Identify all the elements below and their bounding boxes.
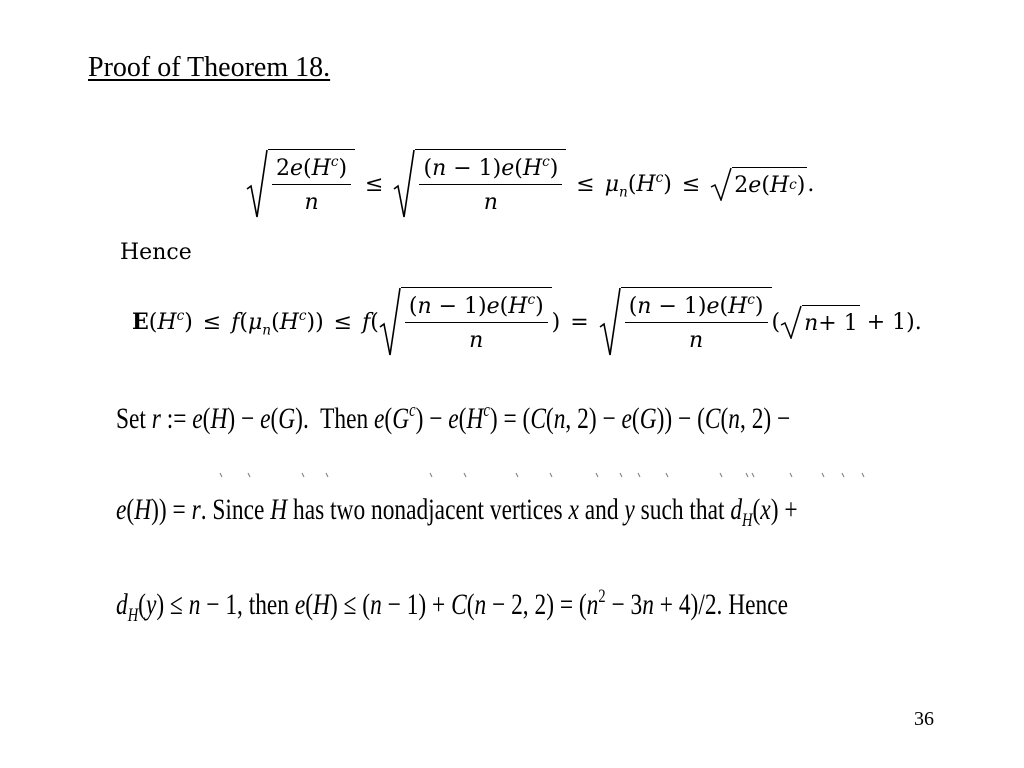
hence-label: Hence [120,240,192,265]
sqrt-result: $\frac{(n - 1)e(H^c)}{n}$ [599,287,772,357]
paragraph-line-3: $d_H(y) \le n - 1$, then e(H) ≤ (n − 1) + C(n − 2, $2) = (n^2 - 3n + 4)/2$. Hence [116,586,788,626]
sqrt-in-f: $\frac{(n - 1)e(H^c)}{n}$ [379,287,552,357]
equation-2: $E(H^c)$ ≤ $f(\mu_n(H^c))$ ≤ f( $\frac{(n - 1)e(H^c)}{n}$ ) = $\frac{(n - 1)e(H^c)}{n}$ ( n + 1 + 1). [132,286,922,358]
sqrt-2e: 2 e ( H $^c$ ) [710,167,807,201]
sqrt-n-plus-1: n + 1 [780,305,860,339]
sqrt-2e-over-n: $\frac{2e(H^c)}{n}$ [246,149,355,219]
paragraph-line-1: Set r := e(H) − e(G). Then $e(G^c) - e(H^c) = (C(n$, 2) − e(G)) − (C(n, 2) − [116,400,791,435]
scan-artifact-ticks [218,472,868,480]
slide-title: Proof of Theorem 18. [88,52,331,83]
equation-1: $\frac{2e(H^c)}{n}$ ≤ $\frac{(n - 1)e(H^c)}{n}$ ≤ $\mu_n(H^c)$ ≤ 2 e ( H $^c$ ) . [246,148,814,220]
sqrt-n-minus-1-e-over-n: $\frac{(n - 1)e(H^c)}{n}$ [393,149,566,219]
page-number: 36 [914,708,934,730]
paragraph-line-2: e(H)) = r. Since H has two nonadjacent vertices x and y such that $d_H(x)$ + [116,493,798,531]
